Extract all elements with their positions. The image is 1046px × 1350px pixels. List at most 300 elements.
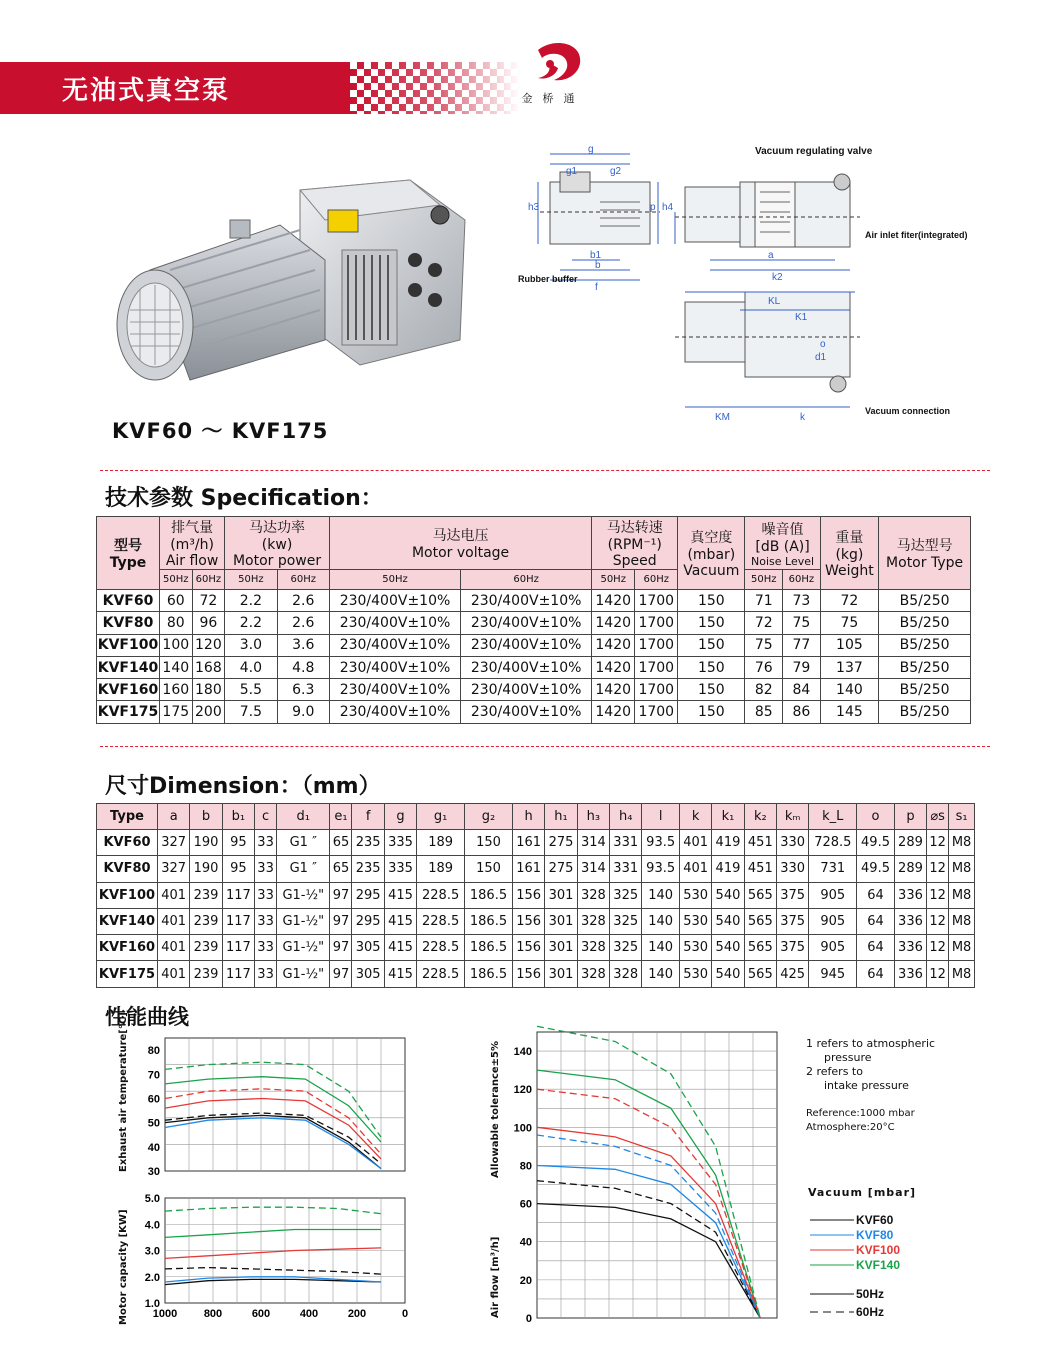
spec-cell: 2.2: [225, 612, 277, 634]
label-vacuum-valve: Vacuum regulating valve: [755, 146, 873, 157]
dim-cell: 540: [712, 935, 744, 961]
th-speed-unit: (RPM⁻¹): [607, 537, 662, 553]
dim-cell: 728.5: [809, 830, 857, 856]
dim-cell: 451: [744, 856, 776, 882]
dim-header: l: [642, 804, 680, 830]
dim-cell: 327: [158, 856, 190, 882]
dim-cell: 401: [158, 908, 190, 934]
dim-cell: 33: [255, 961, 277, 987]
dim-cell: 239: [190, 908, 222, 934]
dim-cell: 530: [679, 908, 711, 934]
spec-title: 技术参数 Specification：: [105, 486, 383, 511]
dim-cell: 33: [255, 908, 277, 934]
th-airflow-cn: 排气量: [171, 520, 214, 536]
vacuum-label: Vacuum [mbar]: [808, 1186, 917, 1199]
dim-cell: 451: [744, 830, 776, 856]
dim-cell: 314: [577, 830, 609, 856]
dim-header: k₂: [744, 804, 776, 830]
th-hz: 60Hz: [192, 570, 225, 590]
dim-cell: 228.5: [417, 908, 465, 934]
spec-row: [97, 701, 971, 723]
th-airflow-unit: (m³/h): [170, 537, 214, 553]
th-power-unit: (kw): [261, 537, 293, 553]
brand-logo: [508, 40, 608, 108]
x-tick-label: 400: [299, 1308, 319, 1320]
th-speed-en: Speed: [612, 553, 657, 569]
legend-kvf100: KVF100: [856, 1243, 901, 1257]
dim-cell: 239: [190, 961, 222, 987]
dim-cell: G1 ″: [277, 856, 330, 882]
spec-cell: 230/400V±10%: [461, 612, 592, 634]
dim-cell: 140: [642, 935, 680, 961]
th-hz: 50Hz: [160, 570, 193, 590]
dim-cell: 64: [857, 961, 895, 987]
dim-cell: 117: [222, 908, 254, 934]
dim-cell: 301: [545, 961, 577, 987]
dim-cell: 117: [222, 882, 254, 908]
spec-cell: 1700: [635, 612, 678, 634]
dim-cell: M8: [949, 882, 975, 908]
dim-cell: 186.5: [465, 882, 513, 908]
spec-cell: B5/250: [879, 612, 971, 634]
dim-cell: 401: [679, 856, 711, 882]
dim-cell: 190: [190, 856, 222, 882]
dimension-table: [96, 803, 975, 988]
dim-header: h₁: [545, 804, 577, 830]
spec-cell: 1700: [635, 679, 678, 701]
spec-cell: 140: [160, 656, 193, 678]
dim-cell: 95: [222, 830, 254, 856]
spec-cell: 84: [783, 679, 821, 701]
diagram-label-f: f: [595, 282, 598, 293]
th-type-cn: 型号: [114, 538, 142, 554]
dim-cell: 117: [222, 961, 254, 987]
dim-cell: 945: [809, 961, 857, 987]
dim-cell: 401: [158, 882, 190, 908]
dim-cell: 314: [577, 856, 609, 882]
dim-cell: 228.5: [417, 961, 465, 987]
dim-cell: 49.5: [857, 830, 895, 856]
spec-cell: 1700: [635, 634, 678, 656]
y-tick-label: 120: [513, 1084, 532, 1097]
dim-cell: 33: [255, 830, 277, 856]
spec-row: [97, 590, 971, 612]
spec-cell: 105: [820, 634, 878, 656]
y-tick-label: 60: [147, 1093, 160, 1106]
spec-cell: 7.5: [225, 701, 277, 723]
spec-cell: 1700: [635, 590, 678, 612]
dim-cell: 228.5: [417, 882, 465, 908]
dim-cell: 301: [545, 935, 577, 961]
dimension-title: 尺寸Dimension：（mm）: [105, 774, 381, 799]
dim-cell: 12: [927, 830, 949, 856]
spec-cell: 76: [745, 656, 783, 678]
page-title: 无油式真空泵: [62, 76, 231, 106]
dim-cell: 93.5: [642, 830, 680, 856]
note-1: 1 refers to atmospheric: [806, 1037, 936, 1050]
th-vacuum-cn: 真空度: [690, 530, 733, 546]
airflow-ylabel: Air flow [m³/h]: [490, 1236, 501, 1318]
dim-cell: 401: [679, 830, 711, 856]
spec-type-cell: KVF160: [97, 679, 160, 701]
dim-cell: 161: [512, 856, 544, 882]
logo-icon: [508, 40, 608, 90]
dimension-diagram: [510, 142, 968, 442]
dim-header: Type: [97, 804, 158, 830]
dim-cell: 189: [417, 856, 465, 882]
note-reference: Reference:1000 mbar: [806, 1108, 915, 1119]
dim-cell: 905: [809, 882, 857, 908]
y-tick-label: 20: [519, 1274, 532, 1287]
dim-cell: 305: [352, 961, 384, 987]
spec-cell: 1420: [592, 612, 635, 634]
spec-type-cell: KVF60: [97, 590, 160, 612]
diagram-label-a: a: [768, 250, 774, 261]
diagram-label-b1: b1: [590, 250, 602, 261]
dim-cell: 95: [222, 856, 254, 882]
dim-cell: 12: [927, 882, 949, 908]
dim-cell: 289: [894, 830, 926, 856]
spec-cell: 137: [820, 656, 878, 678]
diagram-label-kl: KL: [768, 296, 781, 307]
dim-cell: 540: [712, 908, 744, 934]
th-hz: 60Hz: [461, 570, 592, 590]
dim-header: k: [679, 804, 711, 830]
dim-cell: 540: [712, 882, 744, 908]
spec-cell: 6.3: [277, 679, 329, 701]
divider: [100, 470, 990, 471]
note-1b: pressure: [824, 1051, 872, 1064]
spec-cell: 230/400V±10%: [329, 612, 460, 634]
dim-cell: 275: [545, 856, 577, 882]
curves-title: 性能曲线: [105, 1005, 189, 1029]
dim-cell: 415: [384, 961, 416, 987]
dim-cell: 301: [545, 908, 577, 934]
dim-cell: 328: [577, 935, 609, 961]
dim-cell: 375: [777, 882, 809, 908]
dim-header: a: [158, 804, 190, 830]
dim-cell: 905: [809, 935, 857, 961]
dim-header: g₁: [417, 804, 465, 830]
spec-cell: 4.0: [225, 656, 277, 678]
dim-cell: 419: [712, 856, 744, 882]
th-hz: 50Hz: [225, 570, 277, 590]
dim-type-cell: KVF140: [97, 908, 158, 934]
dim-cell: 328: [577, 961, 609, 987]
spec-cell: 145: [820, 701, 878, 723]
th-noise-en: Noise Level: [751, 554, 815, 568]
dim-type-cell: KVF60: [97, 830, 158, 856]
logo-text: 金桥通: [521, 92, 585, 105]
dim-cell: 328: [577, 908, 609, 934]
spec-cell: 82: [745, 679, 783, 701]
spec-cell: 1420: [592, 634, 635, 656]
dim-header: o: [857, 804, 895, 830]
dim-cell: 156: [512, 908, 544, 934]
dim-cell: G1 ″: [277, 830, 330, 856]
th-power-en: Motor power: [232, 553, 322, 569]
dim-cell: G1-½": [277, 882, 330, 908]
y-tick-label: 80: [519, 1160, 532, 1173]
dim-cell: 731: [809, 856, 857, 882]
y-tick-label: 70: [147, 1069, 160, 1082]
spec-row: [97, 679, 971, 701]
dim-header: s₁: [949, 804, 975, 830]
dim-type-cell: KVF100: [97, 882, 158, 908]
dim-cell: 64: [857, 908, 895, 934]
spec-cell: B5/250: [879, 701, 971, 723]
th-power-cn: 马达功率: [249, 520, 306, 536]
spec-cell: 200: [192, 701, 225, 723]
spec-cell: B5/250: [879, 590, 971, 612]
dim-cell: 565: [744, 908, 776, 934]
spec-cell: 230/400V±10%: [329, 679, 460, 701]
dim-cell: 530: [679, 935, 711, 961]
x-tick-label: 1000: [152, 1308, 178, 1320]
label-vacuum-connection: Vacuum connection: [865, 406, 951, 416]
dim-row: [97, 935, 975, 961]
dim-cell: M8: [949, 908, 975, 934]
y-tick-label: 40: [147, 1141, 160, 1154]
spec-cell: 150: [678, 679, 745, 701]
spec-cell: 71: [745, 590, 783, 612]
y-tick-label: 0: [525, 1313, 532, 1325]
dim-cell: 97: [330, 908, 352, 934]
spec-cell: 77: [783, 634, 821, 656]
dim-cell: 375: [777, 908, 809, 934]
note-atmosphere: Atmosphere:20°C: [806, 1122, 895, 1133]
dim-cell: 415: [384, 935, 416, 961]
spec-cell: 168: [192, 656, 225, 678]
dim-header: c: [255, 804, 277, 830]
dim-cell: 336: [894, 961, 926, 987]
dim-row: [97, 830, 975, 856]
dim-cell: 150: [465, 856, 513, 882]
spec-cell: 2.6: [277, 612, 329, 634]
spec-cell: 75: [745, 634, 783, 656]
dim-cell: 189: [417, 830, 465, 856]
th-hz: 50Hz: [745, 570, 783, 590]
diagram-label-g1: g1: [566, 166, 578, 177]
diagram-label-d1: d1: [815, 352, 827, 363]
dim-row: [97, 882, 975, 908]
spec-cell: 75: [783, 612, 821, 634]
spec-cell: 150: [678, 656, 745, 678]
y-tick-label: 100: [513, 1122, 532, 1135]
spec-cell: 180: [192, 679, 225, 701]
diagram-label-b: b: [595, 260, 601, 271]
dim-header: h₃: [577, 804, 609, 830]
dim-cell: 64: [857, 935, 895, 961]
dim-cell: 905: [809, 908, 857, 934]
diagram-label-k: k: [800, 412, 805, 423]
th-hz: 60Hz: [277, 570, 329, 590]
spec-type-cell: KVF140: [97, 656, 160, 678]
dim-cell: 375: [777, 935, 809, 961]
spec-cell: 60: [160, 590, 193, 612]
dim-cell: 415: [384, 908, 416, 934]
dim-cell: 305: [352, 935, 384, 961]
dim-header: ⌀s: [927, 804, 949, 830]
dim-header: e₁: [330, 804, 352, 830]
y-tick-label: 80: [147, 1045, 160, 1058]
dim-cell: 239: [190, 935, 222, 961]
dim-row: [97, 908, 975, 934]
dim-cell: 565: [744, 961, 776, 987]
spec-cell: 72: [820, 590, 878, 612]
dim-cell: 150: [465, 830, 513, 856]
spec-cell: 230/400V±10%: [461, 656, 592, 678]
dim-cell: 336: [894, 882, 926, 908]
diagram-label-h3: h3: [528, 202, 540, 213]
diagram-label-p: p: [650, 202, 656, 213]
spec-cell: 150: [678, 701, 745, 723]
spec-cell: 3.0: [225, 634, 277, 656]
dim-cell: 425: [777, 961, 809, 987]
dim-cell: 12: [927, 856, 949, 882]
dim-cell: M8: [949, 935, 975, 961]
spec-cell: 230/400V±10%: [461, 590, 592, 612]
dim-header: kₘ: [777, 804, 809, 830]
dim-cell: 33: [255, 935, 277, 961]
tolerance-ylabel: Allowable tolerance±5%: [490, 1040, 501, 1178]
legend-50hz: 50Hz: [856, 1287, 885, 1301]
th-motortype-cn: 马达型号: [896, 538, 953, 554]
spec-cell: 73: [783, 590, 821, 612]
dim-cell: 156: [512, 935, 544, 961]
th-speed-cn: 马达转速: [606, 520, 663, 536]
dim-cell: 140: [642, 961, 680, 987]
spec-cell: 75: [820, 612, 878, 634]
diagram-label-k1: K1: [795, 312, 808, 323]
dim-cell: 97: [330, 935, 352, 961]
dim-cell: 140: [642, 908, 680, 934]
dim-cell: G1-½": [277, 908, 330, 934]
th-airflow-en: Air flow: [165, 553, 219, 569]
spec-cell: 79: [783, 656, 821, 678]
dim-cell: 228.5: [417, 935, 465, 961]
spec-cell: 80: [160, 612, 193, 634]
y-tick-label: 2.0: [144, 1271, 160, 1284]
dim-cell: 12: [927, 935, 949, 961]
dim-cell: 530: [679, 961, 711, 987]
diagram-label-g2: g2: [610, 166, 622, 177]
dim-cell: 295: [352, 908, 384, 934]
spec-type-cell: KVF100: [97, 634, 160, 656]
dim-cell: 330: [777, 856, 809, 882]
y-tick-label: 30: [147, 1166, 160, 1178]
dim-cell: 335: [384, 830, 416, 856]
y-tick-label: 50: [147, 1117, 160, 1130]
spec-cell: B5/250: [879, 679, 971, 701]
note-2b: intake pressure: [824, 1079, 909, 1092]
dim-cell: 401: [158, 961, 190, 987]
spec-cell: 230/400V±10%: [329, 590, 460, 612]
dim-cell: 565: [744, 882, 776, 908]
dim-cell: 12: [927, 961, 949, 987]
th-hz: 60Hz: [783, 570, 821, 590]
dim-cell: 12: [927, 908, 949, 934]
th-weight-unit: (kg): [835, 547, 864, 563]
y-tick-label: 40: [519, 1236, 532, 1249]
dim-cell: 335: [384, 856, 416, 882]
dim-cell: M8: [949, 830, 975, 856]
spec-cell: 230/400V±10%: [329, 656, 460, 678]
x-tick-label: 600: [251, 1308, 271, 1320]
divider: [100, 746, 990, 747]
spec-cell: 230/400V±10%: [461, 701, 592, 723]
dim-cell: 328: [577, 882, 609, 908]
dim-cell: 301: [545, 882, 577, 908]
dim-cell: 49.5: [857, 856, 895, 882]
dim-cell: 540: [712, 961, 744, 987]
spec-cell: 4.8: [277, 656, 329, 678]
dim-cell: 331: [610, 856, 642, 882]
dim-cell: 161: [512, 830, 544, 856]
dim-type-cell: KVF160: [97, 935, 158, 961]
spec-cell: 1420: [592, 590, 635, 612]
dim-header: b₁: [222, 804, 254, 830]
x-tick-label: 0: [401, 1308, 409, 1320]
spec-cell: 1420: [592, 679, 635, 701]
dim-cell: 275: [545, 830, 577, 856]
dim-cell: M8: [949, 856, 975, 882]
spec-cell: 175: [160, 701, 193, 723]
dim-cell: 401: [158, 935, 190, 961]
dim-cell: 336: [894, 935, 926, 961]
temp-ylabel: Exhaust air temperature[°C]: [118, 1012, 129, 1172]
dim-row: [97, 856, 975, 882]
spec-cell: 1700: [635, 656, 678, 678]
dim-cell: 140: [642, 882, 680, 908]
spec-cell: 150: [678, 590, 745, 612]
y-tick-label: 5.0: [144, 1193, 160, 1205]
label-rubber-buffer: Rubber buffer: [518, 274, 578, 284]
dim-cell: 235: [352, 856, 384, 882]
spec-type-cell: KVF80: [97, 612, 160, 634]
spec-cell: 96: [192, 612, 225, 634]
dim-cell: 325: [610, 935, 642, 961]
th-motortype-en: Motor Type: [886, 555, 964, 571]
dim-cell: 330: [777, 830, 809, 856]
dim-cell: 336: [894, 908, 926, 934]
spec-cell: 2.2: [225, 590, 277, 612]
power-chart: [130, 1190, 415, 1325]
spec-cell: 3.6: [277, 634, 329, 656]
th-vacuum-en: Vacuum: [683, 563, 740, 579]
spec-cell: 1700: [635, 701, 678, 723]
dim-header: f: [352, 804, 384, 830]
dim-cell: 33: [255, 856, 277, 882]
spec-cell: 9.0: [277, 701, 329, 723]
diagram-label-o: o: [820, 339, 826, 350]
spec-cell: 2.6: [277, 590, 329, 612]
dim-header: h: [512, 804, 544, 830]
diagram-label-g: g: [588, 144, 594, 155]
dim-cell: G1-½": [277, 935, 330, 961]
spec-cell: 72: [192, 590, 225, 612]
dim-cell: 117: [222, 935, 254, 961]
spec-row: [97, 656, 971, 678]
dim-cell: 289: [894, 856, 926, 882]
y-tick-label: 140: [513, 1046, 532, 1059]
dim-cell: 419: [712, 830, 744, 856]
dim-cell: 93.5: [642, 856, 680, 882]
note-2: 2 refers to: [806, 1065, 863, 1078]
pump-photo: [110, 150, 470, 410]
spec-cell: 1420: [592, 701, 635, 723]
th-noise-unit: [dB (A)]: [755, 538, 810, 555]
